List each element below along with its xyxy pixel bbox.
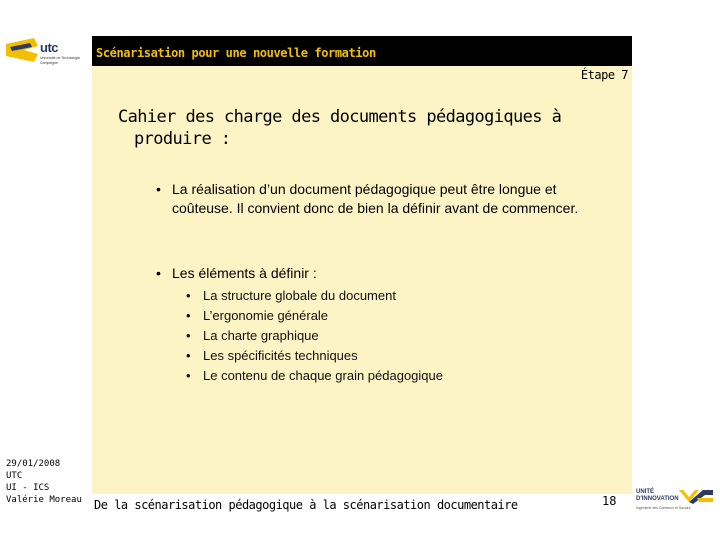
bullet-icon: • <box>186 288 191 303</box>
list-item <box>186 286 546 306</box>
footer-unit: UI - ICS <box>6 483 50 493</box>
bullet-text: La réalisation d’un document pédagogique peut être longue et coûteuse. Il convient donc de bien la définir avant de commencer. <box>172 181 579 216</box>
bullet-icon: • <box>186 368 191 383</box>
step-label: Étape 7 <box>580 68 628 82</box>
slide-heading <box>118 106 588 150</box>
bullet-item <box>156 264 596 283</box>
bullet-icon: • <box>186 328 191 343</box>
list-item <box>186 306 546 326</box>
page-number: 18 <box>602 494 617 508</box>
bullet-icon: • <box>186 308 191 323</box>
list-item-text: La structure globale du document <box>203 288 396 303</box>
bullet-icon: • <box>156 181 161 197</box>
footer-info <box>6 458 82 506</box>
bullet-text: Les éléments à définir : <box>172 265 317 281</box>
footer-title: De la scénarisation pédagogique à la scénarisation documentaire <box>94 498 518 512</box>
slide-section-title: Scénarisation pour une nouvelle formation <box>96 46 376 60</box>
list-item <box>186 326 546 346</box>
bullet-icon: • <box>156 265 161 281</box>
list-item-text: La charte graphique <box>203 328 319 343</box>
bullet-item <box>156 180 596 218</box>
footer-org: UTC <box>6 471 23 481</box>
list-item-text: Le contenu de chaque grain pédagogique <box>203 368 443 383</box>
sub-bullet-list <box>186 286 546 386</box>
footer-logo-text: UNITÉ D'INNOVATION <box>636 489 679 502</box>
footer-logo-tagline: Ingénierie des Contenus et Savoirs <box>636 506 691 510</box>
footer-author: Valérie Moreau <box>6 495 82 505</box>
heading-line-1: Cahier des charge des documents pédagogiques à <box>118 107 562 127</box>
heading-line-2: produire : <box>134 129 231 149</box>
list-item-text: Les spécificités techniques <box>203 348 358 363</box>
list-item <box>186 346 546 366</box>
list-item-text: L’ergonomie générale <box>203 308 329 323</box>
footer-date: 29/01/2008 <box>6 459 61 469</box>
list-item <box>186 366 546 386</box>
bullet-icon: • <box>186 348 191 363</box>
logo-subtitle: Université de Technologie Compiègne <box>40 56 81 65</box>
logo-text: utc <box>40 40 58 55</box>
